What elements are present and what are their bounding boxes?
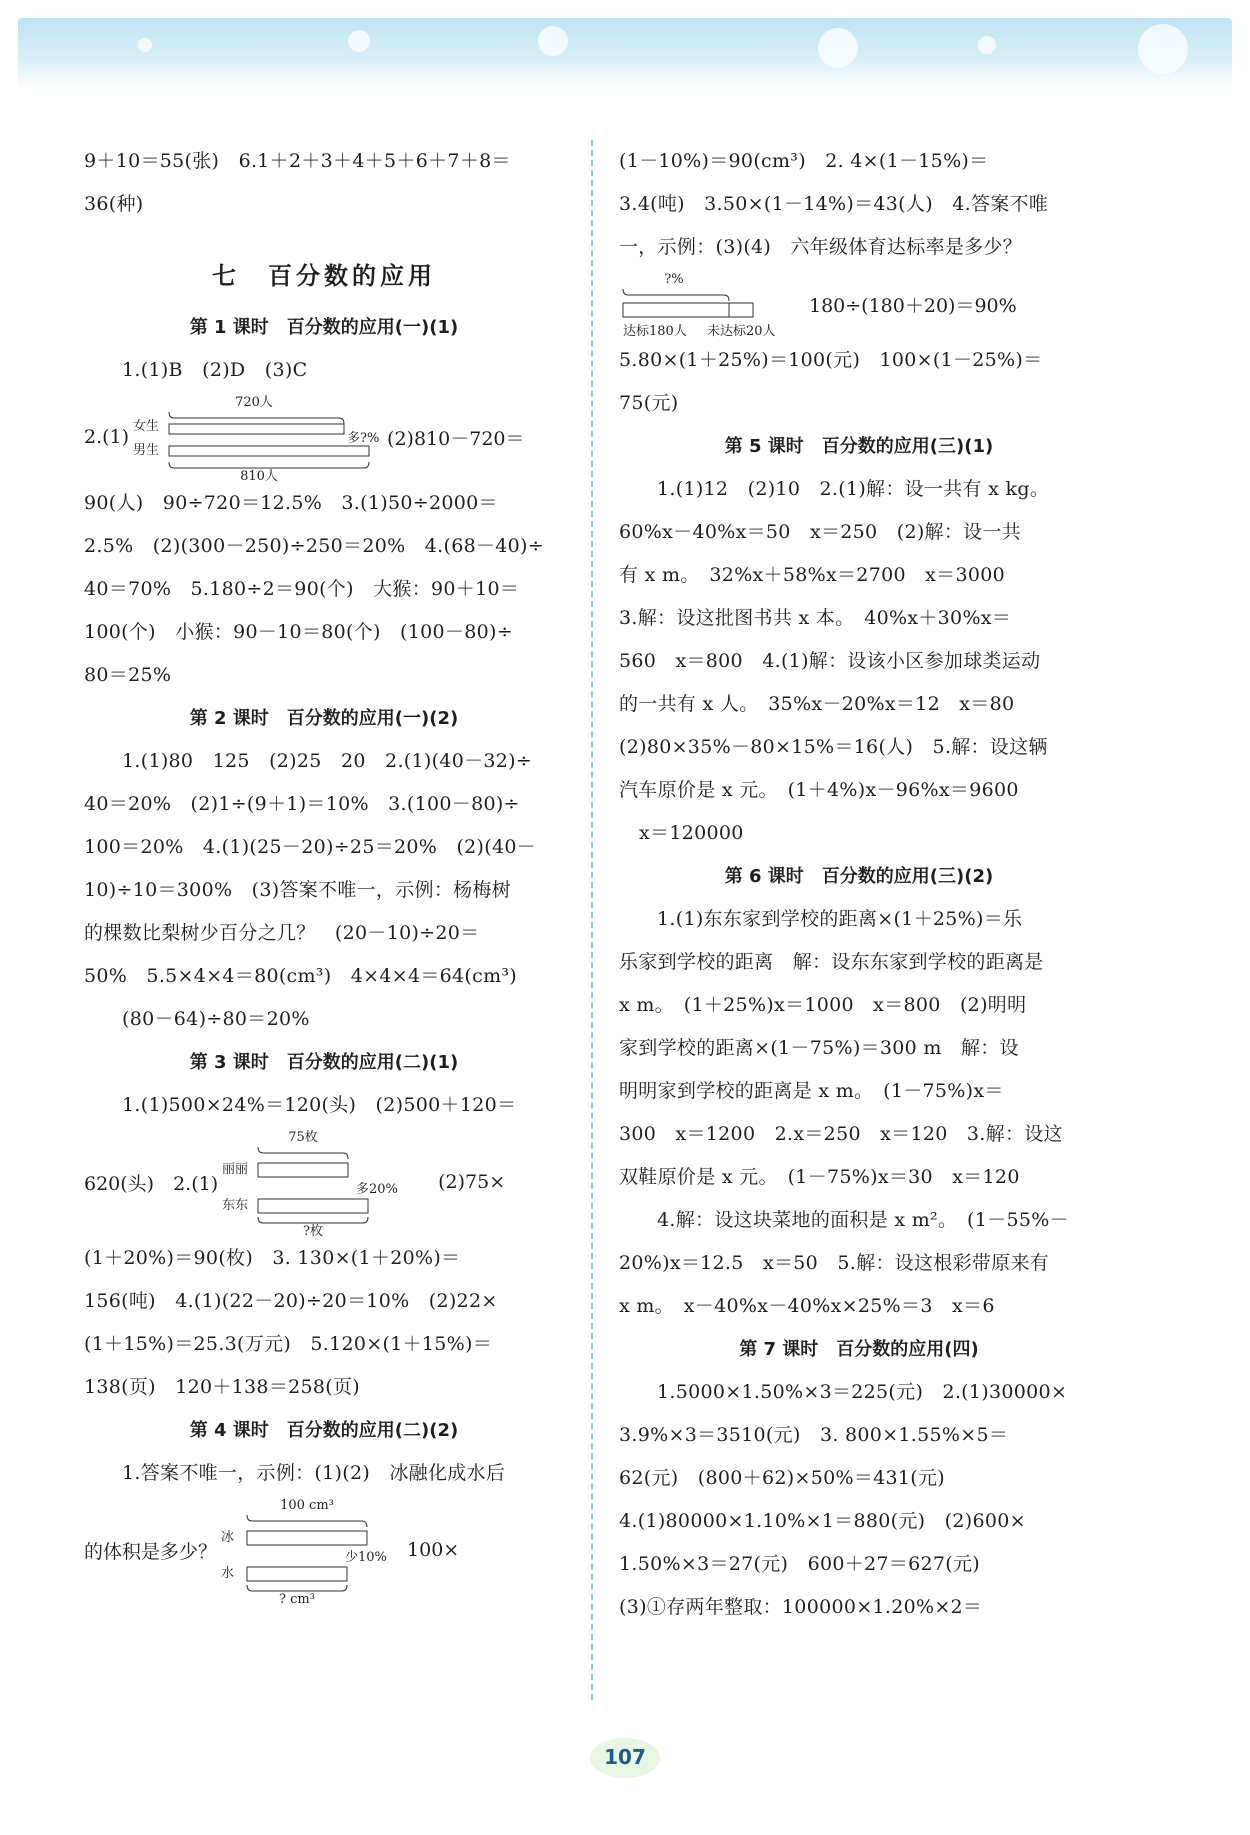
page-number: 107	[604, 1745, 646, 1769]
diagram-label: 男生	[133, 443, 160, 458]
text-line: (2)75×	[438, 1171, 506, 1193]
text-line: 的体积是多少？	[84, 1540, 218, 1563]
bar-diagram-fitness	[619, 269, 789, 339]
banner-bubble	[978, 36, 996, 54]
diagram-label: 达标180人	[623, 324, 687, 339]
diagram-label: 水	[221, 1566, 235, 1581]
bar-diagram-ice	[217, 1495, 397, 1605]
text-line: 1.(1)80 125 (2)25 20 2.(1)(40－32)÷	[122, 750, 533, 772]
text-line: 80＝25%	[84, 664, 172, 686]
text-line: 620(头) 2.(1)	[84, 1172, 219, 1195]
diagram-label: 丽丽	[222, 1162, 249, 1177]
text-line: 明明家到学校的距离是 x m。 (1－75%)x＝	[619, 1080, 1004, 1102]
lesson-title: 第 1 课时 百分数的应用(一)(1)	[189, 317, 459, 338]
text-line: 1.50%×3＝27(元) 600＋27＝627(元)	[619, 1553, 981, 1575]
bar-diagram-stamps	[218, 1127, 408, 1237]
figure-row	[619, 269, 1099, 339]
text-line: 1.(1)东东家到学校的距离×(1＋25%)＝乐	[657, 908, 1023, 930]
text-line: 的一共有 x 人。 35%x－20%x＝12 x＝80	[619, 693, 1015, 715]
text-line: 3.4(吨) 3.50×(1－14%)＝43(人) 4.答案不唯	[619, 193, 1049, 215]
banner-bubble	[818, 28, 858, 68]
diagram-label: 女生	[133, 419, 160, 434]
diagram-label: 75枚	[288, 1130, 318, 1145]
text-line: 75(元)	[619, 392, 679, 414]
diagram-label: 少10%	[345, 1550, 387, 1565]
text-line: 90(人) 90÷720＝12.5% 3.(1)50÷2000＝	[84, 492, 498, 514]
text-line: 乐家到学校的距离 解：设东东家到学校的距离是	[619, 951, 1044, 973]
text-line: 1.(1)12 (2)10 2.(1)解：设一共有 x kg。	[657, 478, 1050, 500]
diagram-label: ?%	[664, 272, 684, 287]
text-line: x＝120000	[639, 822, 744, 844]
text-line: 20%)x＝12.5 x＝50 5.解：设这根彩带原来有	[619, 1252, 1050, 1274]
banner-bubble	[348, 30, 370, 52]
section-title: 七 百分数的应用	[212, 261, 436, 290]
text-line: 3.9%×3＝3510(元) 3. 800×1.55%×5＝	[619, 1424, 1009, 1446]
diagram-label: 多20%	[356, 1182, 399, 1197]
diagram-label: 810人	[240, 469, 278, 482]
text-line: 100×	[407, 1539, 460, 1561]
diagram-label: ?枚	[303, 1224, 324, 1237]
text-line: (3)①存两年整取：100000×1.20%×2＝	[619, 1596, 983, 1618]
text-line: 1.5000×1.50%×3＝225(元) 2.(1)30000×	[657, 1381, 1068, 1403]
lesson-title: 第 5 课时 百分数的应用(三)(1)	[724, 436, 994, 457]
figure-row	[84, 1127, 564, 1237]
text-line: 汽车原价是 x 元。 (1＋4%)x－96%x＝9600	[619, 779, 1019, 801]
lesson-title: 第 2 课时 百分数的应用(一)(2)	[189, 708, 459, 729]
text-line: 36(种)	[84, 193, 144, 215]
text-line: (2)810－720＝	[387, 427, 525, 450]
text-line: 138(页) 120＋138＝258(页)	[84, 1376, 361, 1398]
text-line: 2.5% (2)(300－250)÷250＝20% 4.(68－40)÷	[84, 535, 544, 557]
text-line: 100＝20% 4.(1)(25－20)÷25＝20% (2)(40－	[84, 836, 537, 858]
text-line: (1＋20%)＝90(枚) 3. 130×(1＋20%)＝	[84, 1247, 461, 1269]
text-line: 40＝20% (2)1÷(9＋1)＝10% 3.(100－80)÷	[84, 793, 520, 815]
diagram-label: ? cm³	[279, 1592, 315, 1605]
text-line: x m。 x－40%x－40%x×25%＝3 x＝6	[619, 1295, 995, 1317]
diagram-label: 东东	[222, 1198, 249, 1213]
column-divider	[591, 140, 593, 1700]
text-line: (80－64)÷80＝20%	[122, 1008, 310, 1030]
right-column	[619, 140, 1099, 1629]
text-line: 4.解：设这块菜地的面积是 x m²。 (1－55%－	[657, 1209, 1069, 1231]
text-line: 50% 5.5×4×4＝80(cm³) 4×4×4＝64(cm³)	[84, 965, 518, 987]
text-line: 40＝70% 5.180÷2＝90(个) 大猴：90＋10＝	[84, 578, 520, 600]
left-column	[84, 140, 564, 1605]
header-banner	[18, 18, 1232, 88]
text-line: 300 x＝1200 2.x＝250 x＝120 3.解：设这	[619, 1123, 1063, 1145]
banner-bubble	[138, 38, 152, 52]
figure-row	[84, 392, 564, 482]
text-line: (1＋15%)＝25.3(万元) 5.120×(1＋15%)＝	[84, 1333, 493, 1355]
text-line: 156(吨) 4.(1)(22－20)÷20＝10% (2)22×	[84, 1290, 498, 1312]
text-line: 4.(1)80000×1.10%×1＝880(元) (2)600×	[619, 1510, 1026, 1532]
bar-diagram-students	[129, 392, 379, 482]
banner-bubble	[1138, 24, 1188, 74]
text-line: (1－10%)＝90(cm³) 2. 4×(1－15%)＝	[619, 150, 989, 172]
text-line: 9＋10＝55(张) 6.1＋2＋3＋4＋5＋6＋7＋8＝	[84, 150, 511, 172]
lesson-title: 第 6 课时 百分数的应用(三)(2)	[724, 866, 994, 887]
text-line: 560 x＝800 4.(1)解：设该小区参加球类运动	[619, 650, 1041, 672]
text-line: 有 x m。 32%x＋58%x＝2700 x＝3000	[619, 564, 1006, 586]
diagram-label: 冰	[221, 1530, 235, 1545]
text-line: 双鞋原价是 x 元。 (1－75%)x＝30 x＝120	[619, 1166, 1020, 1188]
text-line: 60%x－40%x＝50 x＝250 (2)解：设一共	[619, 521, 1022, 543]
diagram-label: 未达标20人	[707, 324, 776, 339]
lesson-title: 第 7 课时 百分数的应用(四)	[739, 1339, 979, 1360]
banner-bubble	[538, 26, 568, 56]
diagram-label: 100 cm³	[280, 1498, 334, 1513]
text-line: 10)÷10＝300% (3)答案不唯一，示例：杨梅树	[84, 879, 512, 901]
text-line: 1.答案不唯一，示例：(1)(2) 冰融化成水后	[122, 1462, 506, 1484]
text-line: 1.(1)B (2)D (3)C	[122, 359, 308, 381]
text-line: 2.(1)	[84, 426, 130, 448]
text-line: 家到学校的距离×(1－75%)＝300 m 解：设	[619, 1037, 1019, 1059]
text-line: 1.(1)500×24%＝120(头) (2)500＋120＝	[122, 1094, 517, 1116]
text-line: 62(元) (800＋62)×50%＝431(元)	[619, 1467, 946, 1489]
diagram-label: 720人	[235, 395, 273, 410]
lesson-title: 第 3 课时 百分数的应用(二)(1)	[189, 1052, 459, 1073]
text-line: 3.解：设这批图书共 x 本。 40%x＋30%x＝	[619, 607, 1012, 629]
text-line: 180÷(180＋20)＝90%	[809, 294, 1017, 317]
text-line: 5.80×(1＋25%)＝100(元) 100×(1－25%)＝	[619, 349, 1043, 371]
figure-row	[84, 1495, 564, 1605]
answer-page	[84, 140, 1084, 1700]
text-line: (2)80×35%－80×15%＝16(人) 5.解：设这辆	[619, 736, 1048, 758]
text-line: x m。 (1＋25%)x＝1000 x＝800 (2)明明	[619, 994, 1027, 1016]
lesson-title: 第 4 课时 百分数的应用(二)(2)	[189, 1420, 459, 1441]
diagram-label: 多?%	[347, 431, 380, 446]
text-line: 的棵数比梨树少百分之几？ (20－10)÷20＝	[84, 922, 480, 944]
text-line: 一，示例：(3)(4) 六年级体育达标率是多少？	[619, 236, 1023, 258]
text-line: 100(个) 小猴：90－10＝80(个) (100－80)÷	[84, 621, 513, 643]
